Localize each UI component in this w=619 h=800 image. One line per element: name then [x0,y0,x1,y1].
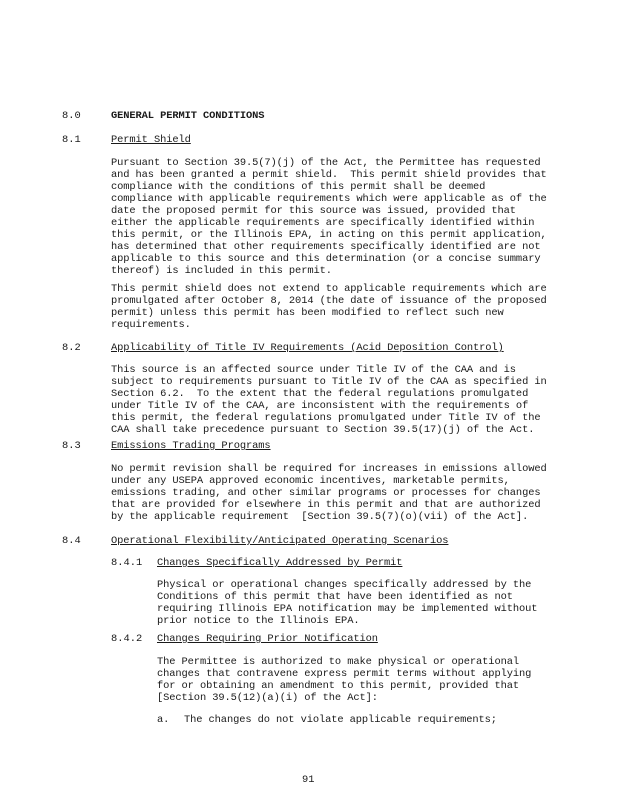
text-line: promulgated after October 8, 2014 (the date of issuance of the proposed [111,295,547,307]
text-line: this permit, or the Illinois EPA, in acting on this permit application, [111,229,547,241]
text-line: subject to requirements pursuant to Title IV of the CAA as specified in [111,376,547,388]
text-line: this permit, the federal regulations promulgated under Title IV of the [111,412,541,424]
text-line: compliance with applicable requirements which were applicable as of the [111,193,547,205]
subsection-number-8-4-2: 8.4.2 [111,633,143,645]
section-number: 8.0 [62,110,81,122]
text-line: This permit shield does not extend to applicable requirements which are [111,283,547,295]
subsection-number-8-3: 8.3 [62,440,81,452]
text-line: Pursuant to Section 39.5(7)(j) of the Act, the Permittee has requested [111,157,541,169]
text-line: applicable to this source and this determination (or a concise summary [111,253,541,265]
text-line: requirements. [111,319,191,331]
text-line: permit) unless this permit has been modified to reflect such new [111,307,504,319]
text-line: CAA shall take precedence pursuant to Section 39.5(17)(j) of the Act. [111,424,535,436]
text-line: No permit revision shall be required for increases in emissions allowed [111,463,547,475]
subsection-heading-8-1: Permit Shield [111,134,191,146]
text-line: This source is an affected source under Title IV of the CAA and is [111,364,516,376]
subsection-heading-8-3: Emissions Trading Programs [111,440,271,452]
subsection-heading-8-4: Operational Flexibility/Anticipated Operating Scenarios [111,535,449,547]
page-number: 91 [302,774,315,786]
text-line: Conditions of this permit that have been identified as not [157,591,513,603]
subsection-number-8-4-1: 8.4.1 [111,557,143,569]
text-line: requiring Illinois EPA notification may be implemented without [157,603,538,615]
section-title: GENERAL PERMIT CONDITIONS [111,110,265,122]
subsection-number-8-4: 8.4 [62,535,81,547]
subsection-heading-8-2: Applicability of Title IV Requirements (Acid Deposition Control) [111,342,504,354]
text-line: prior notice to the Illinois EPA. [157,615,360,627]
text-line: date the proposed permit for this source was issued, provided that [111,205,516,217]
text-line: changes that contravene express permit terms without applying [157,668,532,680]
text-line: under Title IV of the CAA, are inconsistent with the requirements of [111,400,529,412]
text-line: and has been granted a permit shield. This permit shield provides that [111,169,547,181]
text-line: emissions trading, and other similar programs or processes for changes [111,487,541,499]
subsection-heading-8-4-1: Changes Specifically Addressed by Permit [157,557,403,569]
text-line: has determined that other requirements specifically identified are not [111,241,541,253]
text-line: compliance with the conditions of this permit shall be deemed [111,181,486,193]
list-item-text: The changes do not violate applicable requirements; [184,714,497,726]
subsection-heading-8-4-2: Changes Requiring Prior Notification [157,633,378,645]
text-line: by the applicable requirement [Section 39.5(7)(o)(vii) of the Act]. [111,511,529,523]
text-line: that are provided for elsewhere in this permit and that are authorized [111,499,541,511]
subsection-number-8-2: 8.2 [62,342,81,354]
subsection-number-8-1: 8.1 [62,134,81,146]
text-line: [Section 39.5(12)(a)(i) of the Act]: [157,692,378,704]
text-line: for or obtaining an amendment to this permit, provided that [157,680,519,692]
list-item-label: a. [157,714,170,726]
text-line: either the applicable requirements are specifically identified within [111,217,535,229]
text-line: The Permittee is authorized to make physical or operational [157,656,519,668]
text-line: under any USEPA approved economic incentives, marketable permits, [111,475,510,487]
text-line: thereof) is included in this permit. [111,265,332,277]
text-line: Physical or operational changes specifically addressed by the [157,579,532,591]
text-line: Section 6.2. To the extent that the federal regulations promulgated [111,388,529,400]
